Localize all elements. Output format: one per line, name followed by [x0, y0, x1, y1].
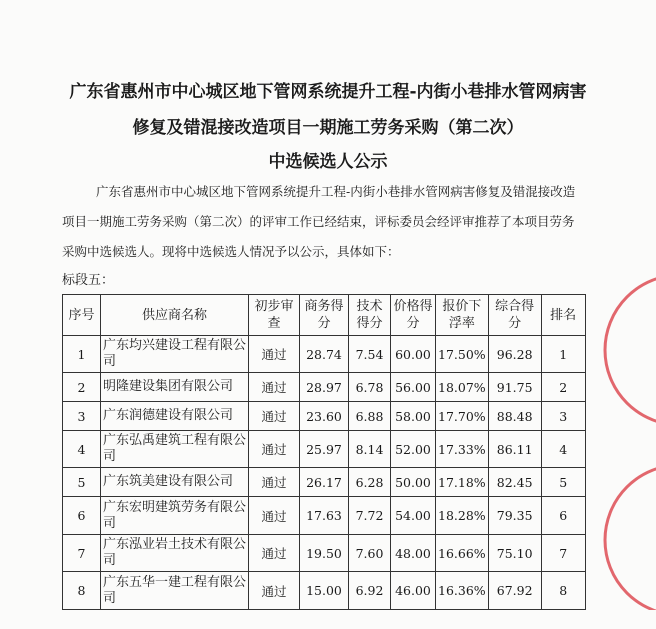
table-cell: 通过	[249, 402, 300, 431]
table-cell: 67.92	[488, 572, 541, 610]
table-cell: 86.11	[488, 431, 541, 468]
column-header: 初步审查	[249, 295, 300, 336]
column-header: 综合得分	[488, 295, 541, 336]
table-cell: 17.70%	[436, 402, 489, 431]
table-cell: 19.50	[300, 535, 349, 572]
table-row	[63, 431, 586, 468]
table-row	[63, 468, 586, 497]
table-cell: 60.00	[391, 336, 436, 373]
table-cell: 通过	[249, 336, 300, 373]
table-cell: 通过	[249, 572, 300, 610]
table-cell: 6.28	[349, 468, 391, 497]
table-cell: 3	[63, 402, 101, 431]
table-cell: 28.74	[300, 336, 349, 373]
title-line-1: 广东省惠州市中心城区地下管网系统提升工程-内街小巷排水管网病害	[69, 82, 587, 102]
table-cell: 明隆建设集团有限公司	[101, 373, 249, 402]
table-cell: 17.50%	[436, 336, 489, 373]
table-cell: 7	[63, 535, 101, 572]
table-cell: 广东弘禹建筑工程有限公司	[101, 431, 249, 468]
table-cell: 6	[63, 497, 101, 535]
table-cell: 8	[63, 572, 101, 610]
table-cell: 3	[541, 402, 585, 431]
table-header-row	[63, 295, 586, 336]
table-cell: 广东均兴建设工程有限公司	[101, 336, 249, 373]
paragraph-line-2: 项目一期施工劳务采购（第二次）的评审工作已经结束，评标委员会经评审推荐了本项目劳务	[62, 214, 575, 229]
column-header: 排名	[541, 295, 585, 336]
table-cell: 5	[541, 468, 585, 497]
table-cell: 25.97	[300, 431, 349, 468]
table-cell: 91.75	[488, 373, 541, 402]
table-cell: 6.88	[349, 402, 391, 431]
table-cell: 58.00	[391, 402, 436, 431]
table-cell: 1	[63, 336, 101, 373]
table-cell: 17.63	[300, 497, 349, 535]
table-cell: 48.00	[391, 535, 436, 572]
table-cell: 8	[541, 572, 585, 610]
table-cell: 75.10	[488, 535, 541, 572]
column-header: 价格得分	[391, 295, 436, 336]
table-cell: 6.92	[349, 572, 391, 610]
table-cell: 2	[63, 373, 101, 402]
table-cell: 广东筑美建设有限公司	[101, 468, 249, 497]
table-cell: 96.28	[488, 336, 541, 373]
table-cell: 54.00	[391, 497, 436, 535]
table-cell: 16.36%	[436, 572, 489, 610]
table-cell: 通过	[249, 468, 300, 497]
table-cell: 通过	[249, 535, 300, 572]
table-row	[63, 535, 586, 572]
table-row	[63, 336, 586, 373]
section-label: 标段五：	[62, 273, 115, 288]
table-cell: 18.28%	[436, 497, 489, 535]
table-cell: 16.66%	[436, 535, 489, 572]
table-cell: 17.18%	[436, 468, 489, 497]
column-header: 报价下浮率	[436, 295, 489, 336]
table-cell: 6	[541, 497, 585, 535]
table-cell: 18.07%	[436, 373, 489, 402]
table-cell: 28.97	[300, 373, 349, 402]
table-cell: 23.60	[300, 402, 349, 431]
table-cell: 广东泓业岩土技术有限公司	[101, 535, 249, 572]
title-line-3: 中选候选人公示	[268, 152, 388, 172]
paragraph-line-1: 广东省惠州市中心城区地下管网系统提升工程-内街小巷排水管网病害修复及错混接改造	[96, 184, 576, 199]
table-cell: 5	[63, 468, 101, 497]
table-cell: 7.54	[349, 336, 391, 373]
table-cell: 56.00	[391, 373, 436, 402]
table-cell: 1	[541, 336, 585, 373]
table-cell: 广东宏明建筑劳务有限公司	[101, 497, 249, 535]
table-cell: 8.14	[349, 431, 391, 468]
table-cell: 2	[541, 373, 585, 402]
table-cell: 7.72	[349, 497, 391, 535]
table-cell: 4	[63, 431, 101, 468]
table-cell: 15.00	[300, 572, 349, 610]
table-cell: 通过	[249, 497, 300, 535]
table-cell: 88.48	[488, 402, 541, 431]
title-line-2: 修复及错混接改造项目一期施工劳务采购（第二次）	[132, 118, 524, 138]
table-cell: 6.78	[349, 373, 391, 402]
table-cell: 广东五华一建工程有限公司	[101, 572, 249, 610]
official-seal	[560, 270, 656, 610]
table-row	[63, 402, 586, 431]
table-cell: 7.60	[349, 535, 391, 572]
table-row	[63, 497, 586, 535]
column-header: 供应商名称	[101, 295, 249, 336]
table-cell: 4	[541, 431, 585, 468]
table-cell: 17.33%	[436, 431, 489, 468]
table-cell: 26.17	[300, 468, 349, 497]
column-header: 序号	[63, 295, 101, 336]
table-cell: 通过	[249, 373, 300, 402]
table-cell: 7	[541, 535, 585, 572]
table-cell: 46.00	[391, 572, 436, 610]
table-cell: 通过	[249, 431, 300, 468]
paragraph-line-3: 采购中选候选人。现将中选候选人情况予以公示，具体如下：	[62, 244, 400, 259]
table-cell: 50.00	[391, 468, 436, 497]
table-cell: 82.45	[488, 468, 541, 497]
table-cell: 79.35	[488, 497, 541, 535]
table-row	[63, 572, 586, 610]
table-row	[63, 373, 586, 402]
column-header: 商务得分	[300, 295, 349, 336]
column-header: 技术得分	[349, 295, 391, 336]
table-cell: 52.00	[391, 431, 436, 468]
candidates-table	[62, 294, 586, 610]
table-cell: 广东润德建设有限公司	[101, 402, 249, 431]
